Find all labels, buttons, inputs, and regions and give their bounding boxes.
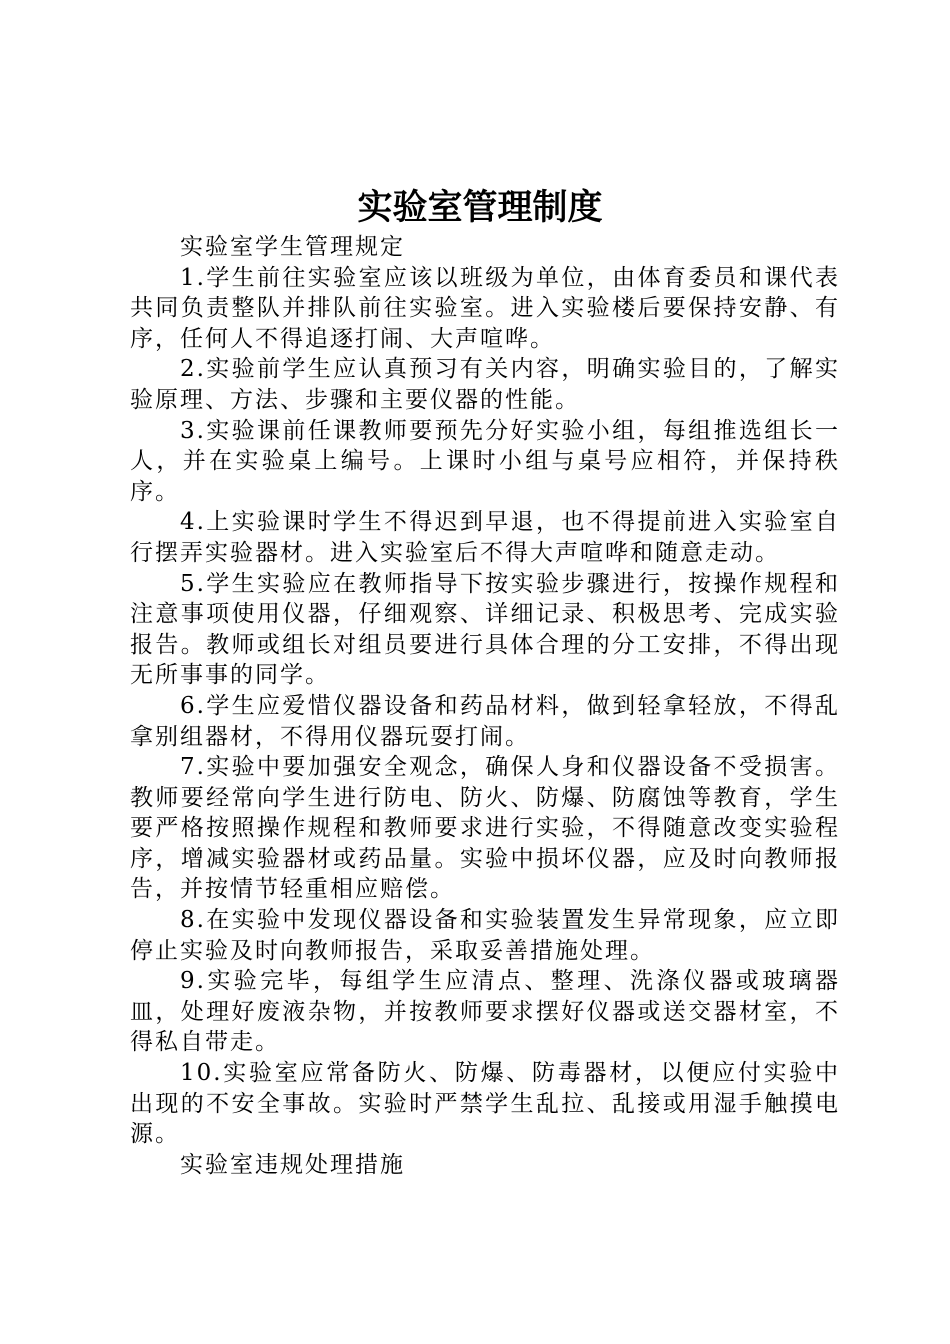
rule-item-4: 4.上实验课时学生不得迟到早退，也不得提前进入实验室自行摆弄实验器材。进入实验室后不得大声喧哗和随意走动。 bbox=[130, 509, 840, 566]
rule-item-9: 9.实验完毕，每组学生应清点、整理、洗涤仪器或玻璃器皿，处理好废液杂物，并按教师要求摆好仪器或送交器材室，不得私自带走。 bbox=[130, 968, 840, 1056]
document-title: 实验室管理制度 bbox=[357, 187, 603, 228]
rule-item-8: 8.在实验中发现仪器设备和实验装置发生异常现象，应立即停止实验及时向教师报告，采取妥善措施处理。 bbox=[130, 907, 840, 964]
rule-item-3: 3.实验课前任课教师要预先分好实验小组，每组推选组长一人，并在实验桌上编号。上课时小组与桌号应相符，并保持秩序。 bbox=[130, 417, 840, 505]
rule-item-2: 2.实验前学生应认真预习有关内容，明确实验目的，了解实验原理、方法、步骤和主要仪器的性能。 bbox=[130, 356, 840, 413]
document-body bbox=[130, 232, 840, 1180]
rule-item-7: 7.实验中要加强安全观念，确保人身和仪器设备不受损害。教师要经常向学生进行防电、防火、防爆、防腐蚀等教育，学生要严格按照操作规程和教师要求进行实验，不得随意改变实验程序，增减实验器材或药品量。实验中损坏仪器，应及时向教师报告，并按情节轻重相应赔偿。 bbox=[130, 754, 840, 903]
rule-item-5: 5.学生实验应在教师指导下按实验步骤进行，按操作规程和注意事项使用仪器，仔细观察、详细记录、积极思考、完成实验报告。教师或组长对组员要进行具体合理的分工安排，不得出现无所事事的同学。 bbox=[130, 570, 840, 689]
section-heading-violation-measures: 实验室违规处理措施 bbox=[180, 1151, 405, 1178]
rule-item-6: 6.学生应爱惜仪器设备和药品材料，做到轻拿轻放，不得乱拿别组器材，不得用仪器玩耍打闹。 bbox=[130, 692, 840, 750]
rule-item-1: 1.学生前往实验室应该以班级为单位，由体育委员和课代表共同负责整队并排队前往实验室。进入实验楼后要保持安静、有序，任何人不得追逐打闹、大声喧哗。 bbox=[130, 264, 840, 352]
rule-item-10: 10.实验室应常备防火、防爆、防毒器材，以便应付实验中出现的不安全事故。实验时严禁学生乱拉、乱接或用湿手触摸电源。 bbox=[130, 1060, 840, 1148]
section-heading-student-rules: 实验室学生管理规定 bbox=[180, 234, 405, 260]
